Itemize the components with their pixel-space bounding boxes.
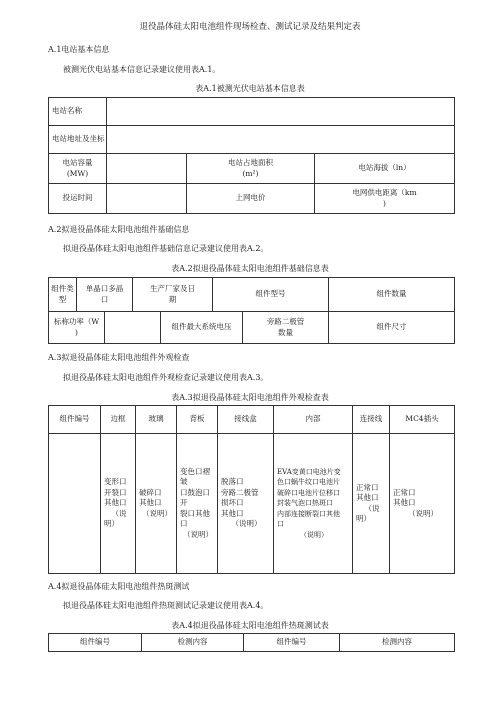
col-header-module-id: 组件编号 [49,406,101,434]
col-header-junction-box: 接线盒 [218,406,274,434]
module-quantity-label: 组件数量 [329,278,455,312]
station-area-label: 电站占地面积 (m²) [187,154,315,184]
station-address-value[interactable] [107,126,455,154]
manufacturer-date-label: 生产厂家及日 期 [133,278,213,312]
a4-col-header-content-1: 检测内容 [142,634,244,652]
module-model-label: 组件型号 [213,278,329,312]
commission-time-label: 投运时间 [49,184,107,214]
a4-col-header-content-2: 检测内容 [340,634,455,652]
section-a3-intro: 拟退役晶体硅太阳电池组件外观检查记录建议使用表A.3。 [63,373,269,382]
module-type-label: 组件类 型 [49,278,77,312]
rated-power-value[interactable] [105,312,161,344]
module-size-label: 组件尺寸 [329,312,455,344]
mc4-options[interactable]: 正常口 其他口 （说明） [390,434,455,574]
cable-options[interactable]: 正常口 其他口 （说 明） [353,434,390,574]
grid-distance-label: 电网供电距离（km ) [315,184,455,214]
interior-options[interactable]: EVA变黄口电池片变 色口蜗牛纹口电池片 破碎口电池片位移口 封装气泡口热斑口 内部连接断裂口其他 口 （说明） [274,434,353,574]
glass-options[interactable]: 破碎口 其他口 （说明） [136,434,177,574]
col-header-frame: 边框 [101,406,136,434]
a4-col-header-module-id-2: 组件编号 [244,634,340,652]
table-a3 [48,405,455,574]
table-a1 [48,97,455,214]
module-id-value[interactable] [49,434,101,574]
max-voltage-label: 组件最大系统电压 [161,312,243,344]
mono-poly-label: 单晶口多晶 口 [77,278,133,312]
col-header-backsheet: 背板 [177,406,218,434]
section-a4-intro: 拟退役晶体硅太阳电池组件热斑测试记录建议使用表A.4。 [63,601,269,610]
station-name-label: 电站名称 [49,98,107,126]
station-address-label: 电站地址及坐标 [49,126,107,154]
col-header-mc4: MC4插头 [390,406,455,434]
section-a1-heading: A.1电站基本信息 [48,45,110,54]
section-a1-intro: 被测光伏电站基本信息记录建议使用表A.1。 [63,65,221,74]
col-header-interior: 内部 [274,406,353,434]
junction-box-options[interactable]: 脱落口 旁路二极管 损坏口 其他口 （说明） [218,434,274,574]
table-a4 [48,633,455,652]
frame-options[interactable]: 变形口 开裂口 其他口 （说 明） [101,434,136,574]
table-a2-caption: 表A.2拟退役晶体硅太阳电池组件基础信息表 [171,264,329,273]
grid-price-label: 上网电价 [187,184,315,214]
section-a2-heading: A.2拟退役晶体硅太阳电池组件基础信息 [48,225,190,234]
station-altitude-label: 电站海拔（ln） [315,154,455,184]
backsheet-options[interactable]: 变色口褶皱 口鼓泡口开 裂口其他口 （说明） [177,434,218,574]
section-a4-heading: A.4拟退役晶体硅太阳电池组件热斑测试 [48,582,190,591]
bypass-diode-label: 旁路二极管 数量 [243,312,329,344]
commission-time-value[interactable] [107,184,187,214]
table-a4-caption: 表A.4拟退役晶体硅太阳电池组件热斑测试表 [171,621,329,630]
table-a2 [48,277,455,344]
station-name-value[interactable] [107,98,455,126]
doc-title: 退役晶体硅太阳电池组件现场检查、测试记录及结果判定表 [139,22,361,32]
section-a3-heading: A.3拟退役晶体硅太阳电池组件外观检查 [48,353,190,362]
section-a2-intro: 拟退役晶体硅太阳电池组件基础信息记录建议使用表A.2。 [63,244,269,253]
station-capacity-label: 电站容量 (MW) [49,154,107,184]
rated-power-label: 标称功率（W ) [49,312,105,344]
col-header-glass: 玻璃 [136,406,177,434]
station-capacity-value[interactable] [107,154,187,184]
col-header-cable: 连接线 [353,406,390,434]
table-a1-caption: 表A.1被测光伏电站基本信息表 [195,84,305,93]
table-a3-caption: 表A.3拟退役晶体硅太阳电池组件外观检查表 [171,393,329,402]
a4-col-header-module-id-1: 组件编号 [49,634,142,652]
